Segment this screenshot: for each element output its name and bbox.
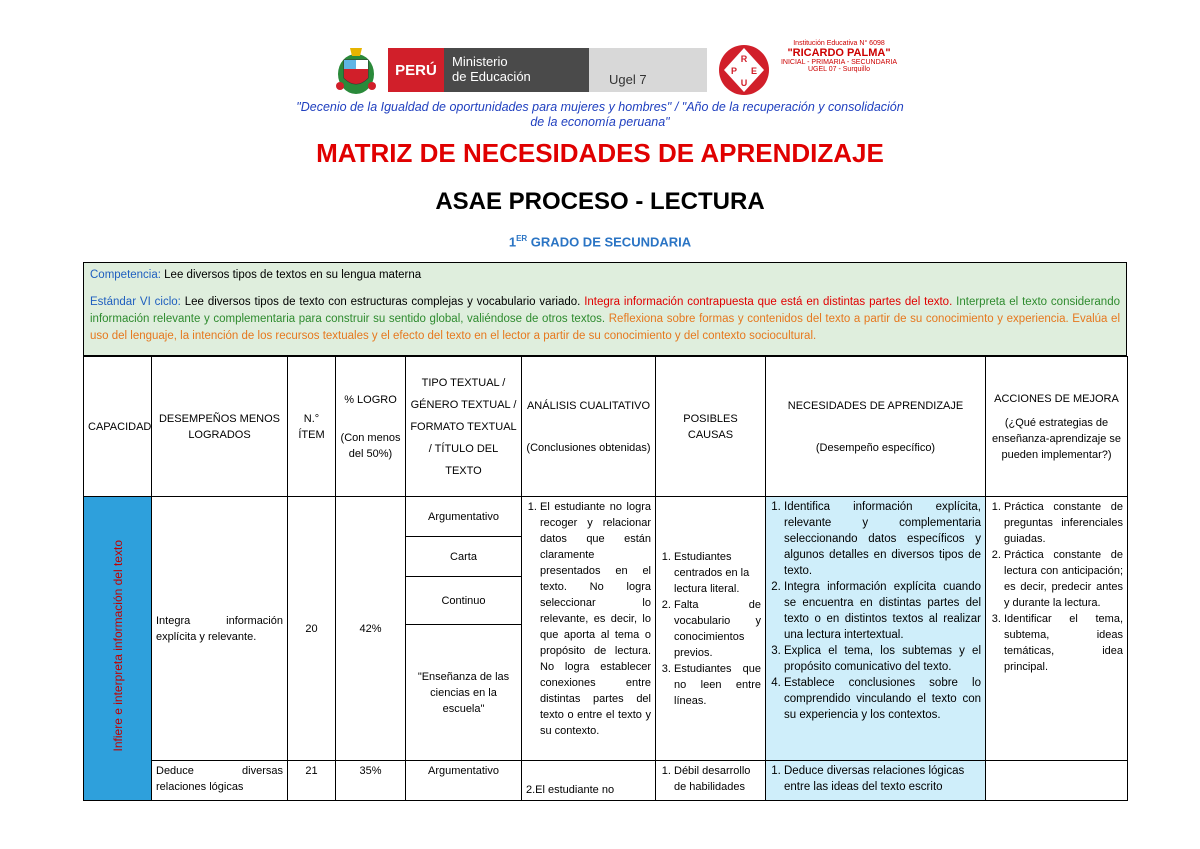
header-analisis-line-2: (Conclusiones obtenidas) xyxy=(526,441,651,454)
page-title: MATRIZ DE NECESIDADES DE APRENDIZAJE xyxy=(316,138,884,168)
estandar-text-2: Integra información contrapuesta que está en distintas partes del texto. xyxy=(584,296,953,308)
causas-cell-2 xyxy=(656,761,766,801)
header-capacidad: CAPACIDAD xyxy=(84,357,152,497)
school-line-3: INICIAL - PRIMARIA - SECUNDARIA xyxy=(780,59,898,66)
estandar-text-1: Lee diversos tipos de texto con estructuras complejas y vocabulario variado. xyxy=(180,296,585,308)
causa-item: 3. Estudiantes que no leen entre líneas. xyxy=(674,661,761,709)
necesidad-item: 4. Establece conclusiones sobre lo comprendido vinculando el texto con su experiencia y los contextos. xyxy=(784,675,981,723)
header-logro xyxy=(336,357,406,497)
peru-label: PERÚ xyxy=(388,48,444,92)
grade-text: GRADO DE SECUNDARIA xyxy=(527,234,692,250)
school-line-4: UGEL 07 - Surquillo xyxy=(808,66,870,73)
slogan-line-2: de la economía peruana" xyxy=(530,115,670,129)
tipo-cell-4: "Enseñanza de las ciencias en la escuela" xyxy=(406,625,522,761)
svg-text:P: P xyxy=(730,66,738,76)
header-logro-line-1: % LOGRO xyxy=(344,393,397,406)
estandar-text-4: Reflexiona sobre formas y contenidos del texto a partir de su conocimiento y experiencia. Evalúa el uso del lenguaje, la intención de los recursos textuales y el efecto del texto en el lector a partir de su conocimiento y del contexto sociocultural. xyxy=(90,313,1120,342)
peru-coat-of-arms-icon xyxy=(330,42,382,98)
header-necesidades-line-2: (Desempeño específico) xyxy=(815,441,936,454)
header-acciones-line-1: ACCIONES DE MEJORA xyxy=(994,392,1119,405)
svg-text:E: E xyxy=(750,66,758,76)
necesidad-item: 3. Explica el tema, los subtemas y el propósito comunicativo del texto. xyxy=(784,643,981,675)
ministerio-line-1: Ministerio xyxy=(452,54,508,69)
causa-item: 2. Falta de vocabulario y conocimientos previos. xyxy=(674,597,761,661)
grade-number: 1 xyxy=(508,234,517,250)
logro-cell: 42% xyxy=(336,497,406,761)
needs-matrix-table xyxy=(83,356,1128,801)
header-item: N.° ÍTEM xyxy=(288,357,336,497)
ugel-label: Ugel 7 xyxy=(589,48,707,92)
school-crest-icon xyxy=(718,40,770,100)
tipo-cell-3: Continuo xyxy=(406,577,522,625)
analisis-cell-2: 2.El estudiante no xyxy=(522,761,656,801)
school-line-2: "RICARDO PALMA" xyxy=(787,47,891,59)
school-name-block xyxy=(774,40,904,73)
accion-item: 1. Práctica constante de preguntas inferenciales guiadas. xyxy=(1004,499,1123,547)
accion-item: 2. Práctica constante de lectura con anticipación; es decir, predecir antes y durante la lectura. xyxy=(1004,547,1123,611)
competencia-text: Lee diversos tipos de textos en su lengua materna xyxy=(160,269,422,281)
estandar-text-3: Interpreta el texto considerando información relevante y complementaria para construir su sentido global, valiéndose de otros textos. xyxy=(90,296,1120,325)
necesidad-item: 1. Identifica información explícita, relevante y complementaria seleccionando datos específicos y algunos detalles en diversos tipos de texto. xyxy=(784,499,981,579)
header-logos xyxy=(330,40,898,104)
svg-text:U: U xyxy=(740,78,748,88)
slogan-line-1: "Decenio de la Igualdad de oportunidades para mujeres y hombres" / "Año de la recuperación y consolidación xyxy=(296,100,904,114)
capacidad-cell xyxy=(84,497,152,801)
acciones-cell xyxy=(986,497,1128,761)
necesidad-item: 1. Deduce diversas relaciones lógicas entre las ideas del texto escrito xyxy=(784,763,981,795)
table-row xyxy=(84,497,1128,537)
competencia-box xyxy=(83,262,1127,356)
header-tipo: TIPO TEXTUAL / GÉNERO TEXTUAL / FORMATO TEXTUAL / TÍTULO DEL TEXTO xyxy=(406,357,522,497)
causa-item: 1. Estudiantes centrados en la lectura literal. xyxy=(674,549,761,597)
header-desempenos: DESEMPEÑOS MENOS LOGRADOS xyxy=(152,357,288,497)
accion-item: 3. Identificar el tema, subtema, ideas temáticas, idea principal. xyxy=(1004,611,1123,675)
competencia-label: Competencia: xyxy=(90,269,161,281)
necesidades-cell-2 xyxy=(766,761,986,801)
svg-text:R: R xyxy=(740,54,748,64)
tipo-cell-2: Carta xyxy=(406,537,522,577)
tipo-cell-5: Argumentativo xyxy=(406,761,522,801)
slogan xyxy=(230,100,970,130)
header-analisis xyxy=(522,357,656,497)
desempeno-cell-2: Deduce diversas relaciones lógicas xyxy=(152,761,288,801)
header-row xyxy=(84,357,1128,497)
causa-item: 1. Débil desarrollo de habilidades xyxy=(674,763,761,795)
grade-label xyxy=(0,234,1200,249)
header-necesidades-line-1: NECESIDADES DE APRENDIZAJE xyxy=(787,399,964,412)
header-analisis-line-1: ANÁLISIS CUALITATIVO xyxy=(526,399,651,412)
header-causas: POSIBLES CAUSAS xyxy=(656,357,766,497)
necesidades-cell xyxy=(766,497,986,761)
item-cell: 20 xyxy=(288,497,336,761)
table-row xyxy=(84,761,1128,801)
header-acciones xyxy=(986,357,1128,497)
causas-cell xyxy=(656,497,766,761)
ministerio-label xyxy=(444,48,589,92)
ministerio-line-2: de Educación xyxy=(452,69,531,84)
header-necesidades xyxy=(766,357,986,497)
grade-superscript: ER xyxy=(516,234,528,243)
school-line-1: Institución Educativa N° 6098 xyxy=(793,40,885,47)
tipo-cell-1: Argumentativo xyxy=(406,497,522,537)
item-cell-2: 21 xyxy=(288,761,336,801)
page-subtitle: ASAE PROCESO - LECTURA xyxy=(435,188,765,215)
logro-cell-2: 35% xyxy=(336,761,406,801)
analisis-cell xyxy=(522,497,656,761)
estandar-label: Estándar VI ciclo: xyxy=(90,296,181,308)
desempeno-cell: Integra información explícita y relevante. xyxy=(152,497,288,761)
acciones-cell-2 xyxy=(986,761,1128,801)
analisis-item: 1. El estudiante no logra recoger y relacionar datos que están claramente presentados en el texto. No logra seleccionar lo relevante, es decir, lo que aporta al tema o propósito de lectura. No logra establecer conexiones entre distintas partes del texto o entre el texto y su contexto. xyxy=(540,499,651,739)
necesidad-item: 2. Integra información explícita cuando se encuentra en distintas partes del texto o en distintos textos al realizar una lectura intertextual. xyxy=(784,579,981,643)
header-logro-line-2: (Con menos del 50%) xyxy=(340,431,401,460)
capacidad-text: Infiere e interpreta información del texto xyxy=(110,540,125,752)
header-acciones-line-2: (¿Qué estrategias de enseñanza-aprendizaje se pueden implementar?) xyxy=(991,416,1122,461)
